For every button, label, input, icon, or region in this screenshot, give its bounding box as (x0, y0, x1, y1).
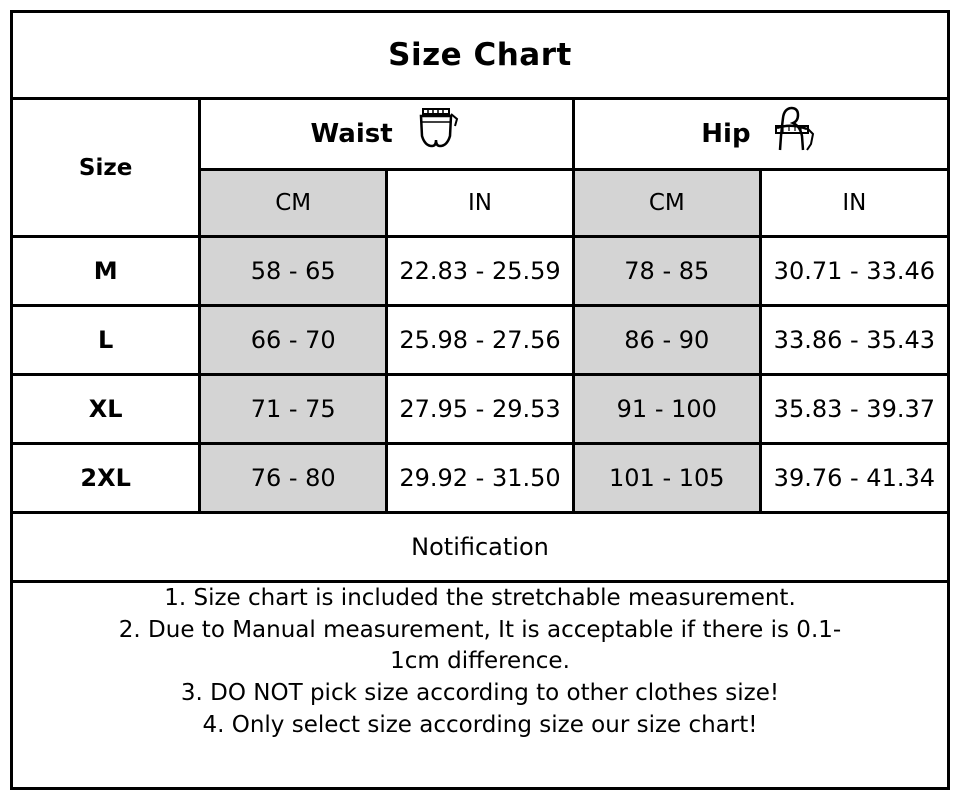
measuring-tape-hip-icon (767, 106, 821, 162)
row-waist-in: 25.98 - 27.56 (387, 306, 574, 375)
notification-heading: Notification (13, 513, 947, 582)
row-hip-cm: 86 - 90 (573, 306, 760, 375)
group-header-row (13, 99, 947, 170)
notification-header-row (13, 513, 947, 582)
row-hip-cm: 101 - 105 (573, 444, 760, 513)
row-size-label: M (13, 237, 200, 306)
note-line: 2. Due to Manual measurement, It is acceptable if there is 0.1- (118, 616, 842, 643)
row-waist-in: 27.95 - 29.53 (387, 375, 574, 444)
waist-group-label: Waist (310, 119, 393, 149)
page-title: Size Chart (13, 13, 947, 99)
shapewear-waist-icon (409, 106, 463, 162)
table-row (13, 444, 947, 513)
row-hip-cm: 78 - 85 (573, 237, 760, 306)
row-waist-cm: 58 - 65 (200, 237, 387, 306)
table-row (13, 375, 947, 444)
note-line: 1. Size chart is included the stretchable measurement. (164, 585, 796, 611)
waist-cm-header: CM (200, 170, 387, 237)
note-line: 1cm difference. (390, 648, 570, 675)
waist-in-header: IN (387, 170, 574, 237)
note-line: 4. Only select size according size our size chart! (202, 711, 758, 738)
row-size-label: L (13, 306, 200, 375)
notification-notes (13, 582, 947, 742)
row-size-label: XL (13, 375, 200, 444)
note-line: 3. DO NOT pick size according to other clothes size! (180, 680, 780, 707)
row-hip-in: 30.71 - 33.46 (760, 237, 947, 306)
row-waist-in: 22.83 - 25.59 (387, 237, 574, 306)
hip-group-label: Hip (701, 119, 751, 149)
row-waist-cm: 71 - 75 (200, 375, 387, 444)
row-waist-cm: 66 - 70 (200, 306, 387, 375)
hip-group-header (573, 99, 947, 170)
row-hip-in: 39.76 - 41.34 (760, 444, 947, 513)
row-waist-cm: 76 - 80 (200, 444, 387, 513)
size-chart-sheet (10, 10, 950, 790)
row-waist-in: 29.92 - 31.50 (387, 444, 574, 513)
row-hip-in: 35.83 - 39.37 (760, 375, 947, 444)
waist-group-header (200, 99, 574, 170)
notification-notes-row (13, 582, 947, 742)
table-row (13, 306, 947, 375)
title-row (13, 13, 947, 99)
row-hip-in: 33.86 - 35.43 (760, 306, 947, 375)
hip-in-header: IN (760, 170, 947, 237)
row-hip-cm: 91 - 100 (573, 375, 760, 444)
size-chart-table (13, 13, 947, 742)
hip-cm-header: CM (573, 170, 760, 237)
size-column-header: Size (13, 99, 200, 237)
row-size-label: 2XL (13, 444, 200, 513)
table-row (13, 237, 947, 306)
